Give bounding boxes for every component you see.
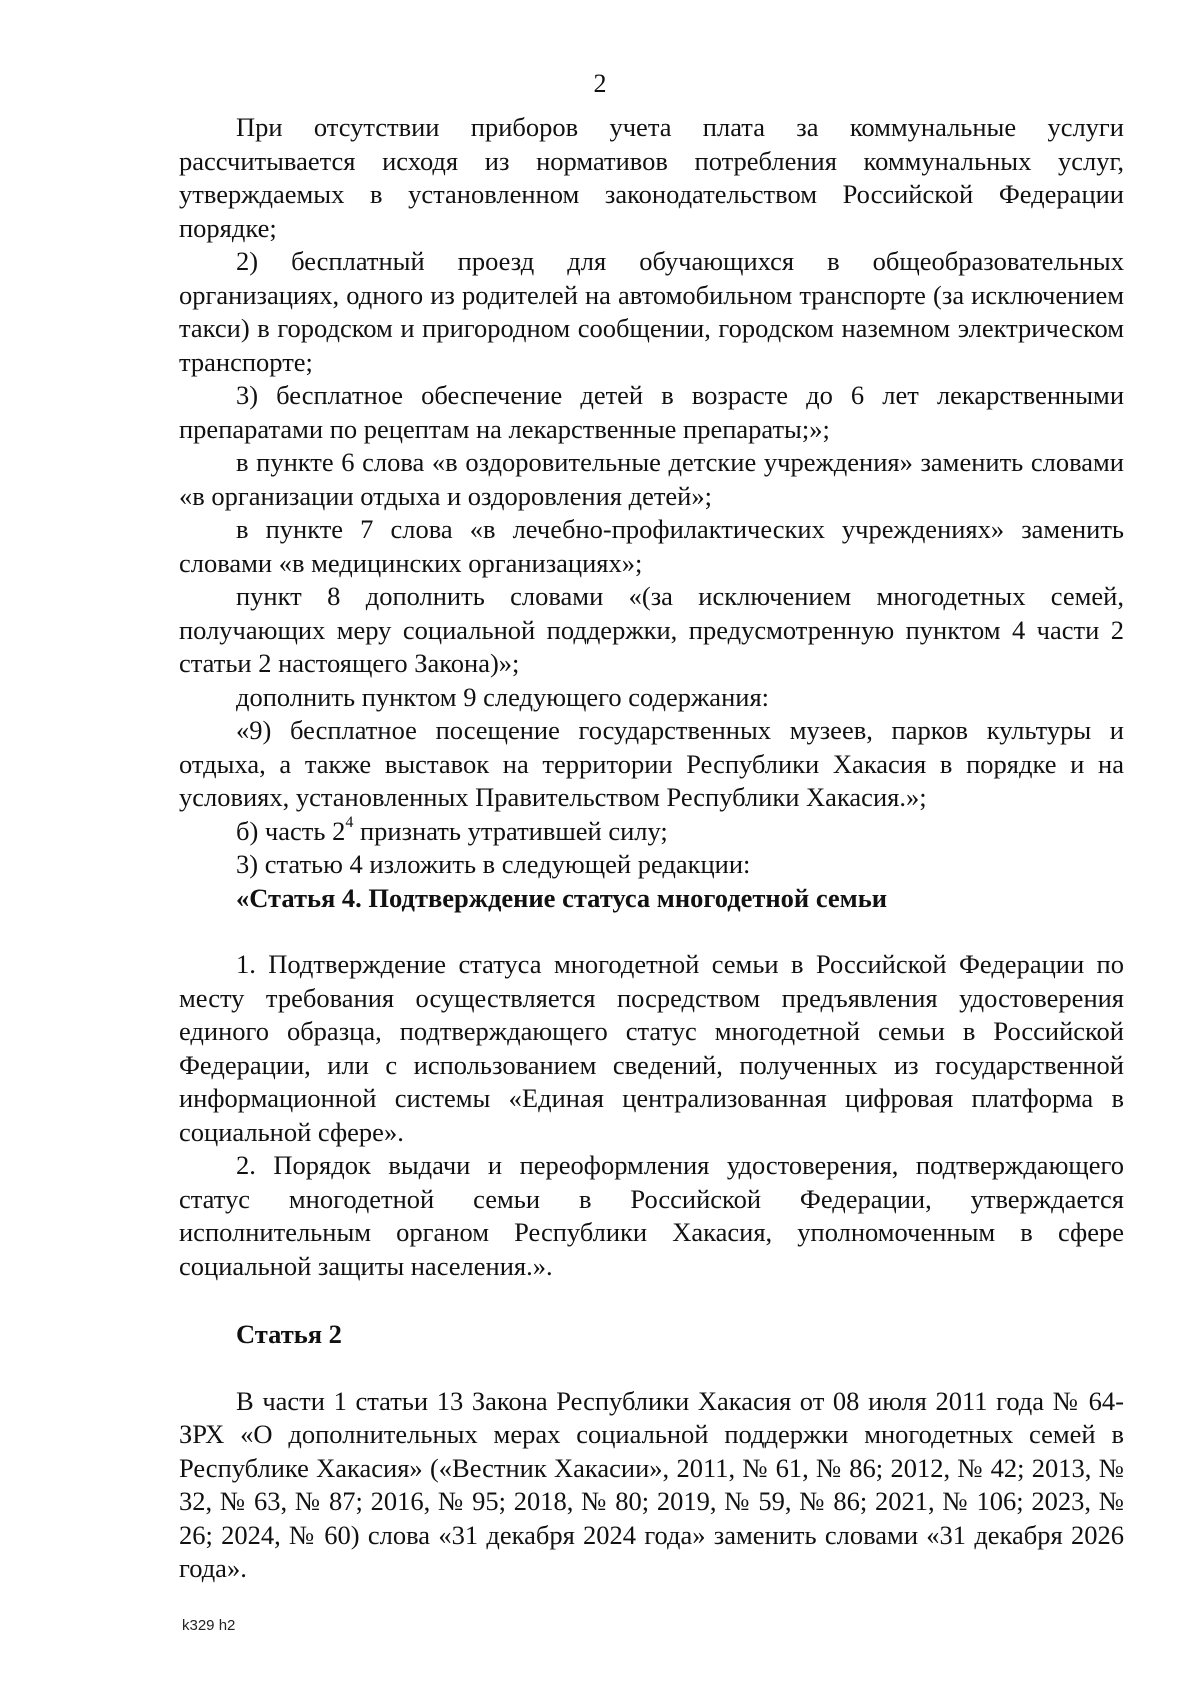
footer-code: k329 h2 — [182, 1617, 236, 1634]
paragraph-certificate-procedure: 2. Порядок выдачи и переоформления удостоверения, подтверждающего статус многодетной семьи в Российской Федерации, утверждается исполнительным органом Республики Хакасия, уполномоченным в сфере социальной защиты населения.». — [179, 1150, 1124, 1281]
document-body — [179, 111, 1124, 1586]
part-text-before: б) часть 2 — [236, 815, 346, 846]
paragraph-article-4-edit: 3) статью 4 изложить в следующей редакции: — [236, 849, 751, 879]
paragraph-status-confirmation: 1. Подтверждение статуса многодетной семьи в Российской Федерации по месту требования осуществляется посредством предъявления удостоверения единого образца, подтверждающего статус многодетной семьи в Российской Федерации, или с использованием сведений, полученных из государственной информационной системы «Единая централизованная цифровая платформа в социальной сфере». — [179, 949, 1124, 1147]
paragraph-point-6: в пункте 6 слова «в оздоровительные детские учреждения» заменить словами «в организации отдыха и оздоровления детей»; — [179, 447, 1124, 511]
paragraph-point-9-text: «9) бесплатное посещение государственных музеев, парков культуры и отдыха, а также выставок на территории Республики Хакасия в порядке и на условиях, установленных Правительством Республики Хакасия.»; — [179, 715, 1124, 812]
paragraph-article-2-text: В части 1 статьи 13 Закона Республики Хакасия от 08 июля 2011 года № 64-ЗРХ «О дополнительных мерах социальной поддержки многодетных семей в Республике Хакасия» («Вестник Хакасии», 2011, № 61, № 86; 2012, № 42; 2013, № 32, № 63, № 87; 2016, № 95; 2018, № 80; 2019, № 59, № 86; 2021, № 106; 2023, № 26; 2024, № 60) слова «31 декабря 2024 года» заменить словами «31 декабря 2026 года». — [179, 1385, 1124, 1583]
paragraph-point-7: в пункте 7 слова «в лечебно-профилактических учреждениях» заменить словами «в медицинских организациях»; — [179, 514, 1124, 578]
paragraph-point-8: пункт 8 дополнить словами «(за исключением многодетных семей, получающих меру социальной поддержки, предусмотренную пунктом 4 части 2 статьи 2 настоящего Закона)»; — [179, 581, 1124, 678]
spacer — [179, 915, 1124, 948]
paragraph-metering: При отсутствии приборов учета плата за коммунальные услуги рассчитывается исходя из нормативов потребления коммунальных услуг, утверждаемых в установленном законодательством Российской Федерации порядке; — [179, 112, 1124, 243]
part-superscript: 4 — [345, 813, 354, 831]
heading-article-4: «Статья 4. Подтверждение статуса многодетной семьи — [236, 882, 888, 913]
part-text-after: признать утратившей силу; — [353, 815, 668, 846]
paragraph-part-2-4 — [179, 815, 1124, 849]
paragraph-free-transport: 2) бесплатный проезд для обучающихся в общеобразовательных организациях, одного из родителей на автомобильном транспорте (за исключением такси) в городском и пригородном сообщении, городском наземном электрическом транспорте; — [179, 246, 1124, 377]
paragraph-free-medicines: 3) бесплатное обеспечение детей в возрасте до 6 лет лекарственными препаратами по рецептам на лекарственные препараты;»; — [179, 380, 1124, 444]
heading-article-2: Статья 2 — [236, 1319, 342, 1349]
page-number: 2 — [593, 69, 607, 98]
paragraph-add-point-9: дополнить пунктом 9 следующего содержания: — [236, 681, 769, 712]
spacer — [179, 1352, 1124, 1385]
spacer — [179, 1283, 1124, 1318]
